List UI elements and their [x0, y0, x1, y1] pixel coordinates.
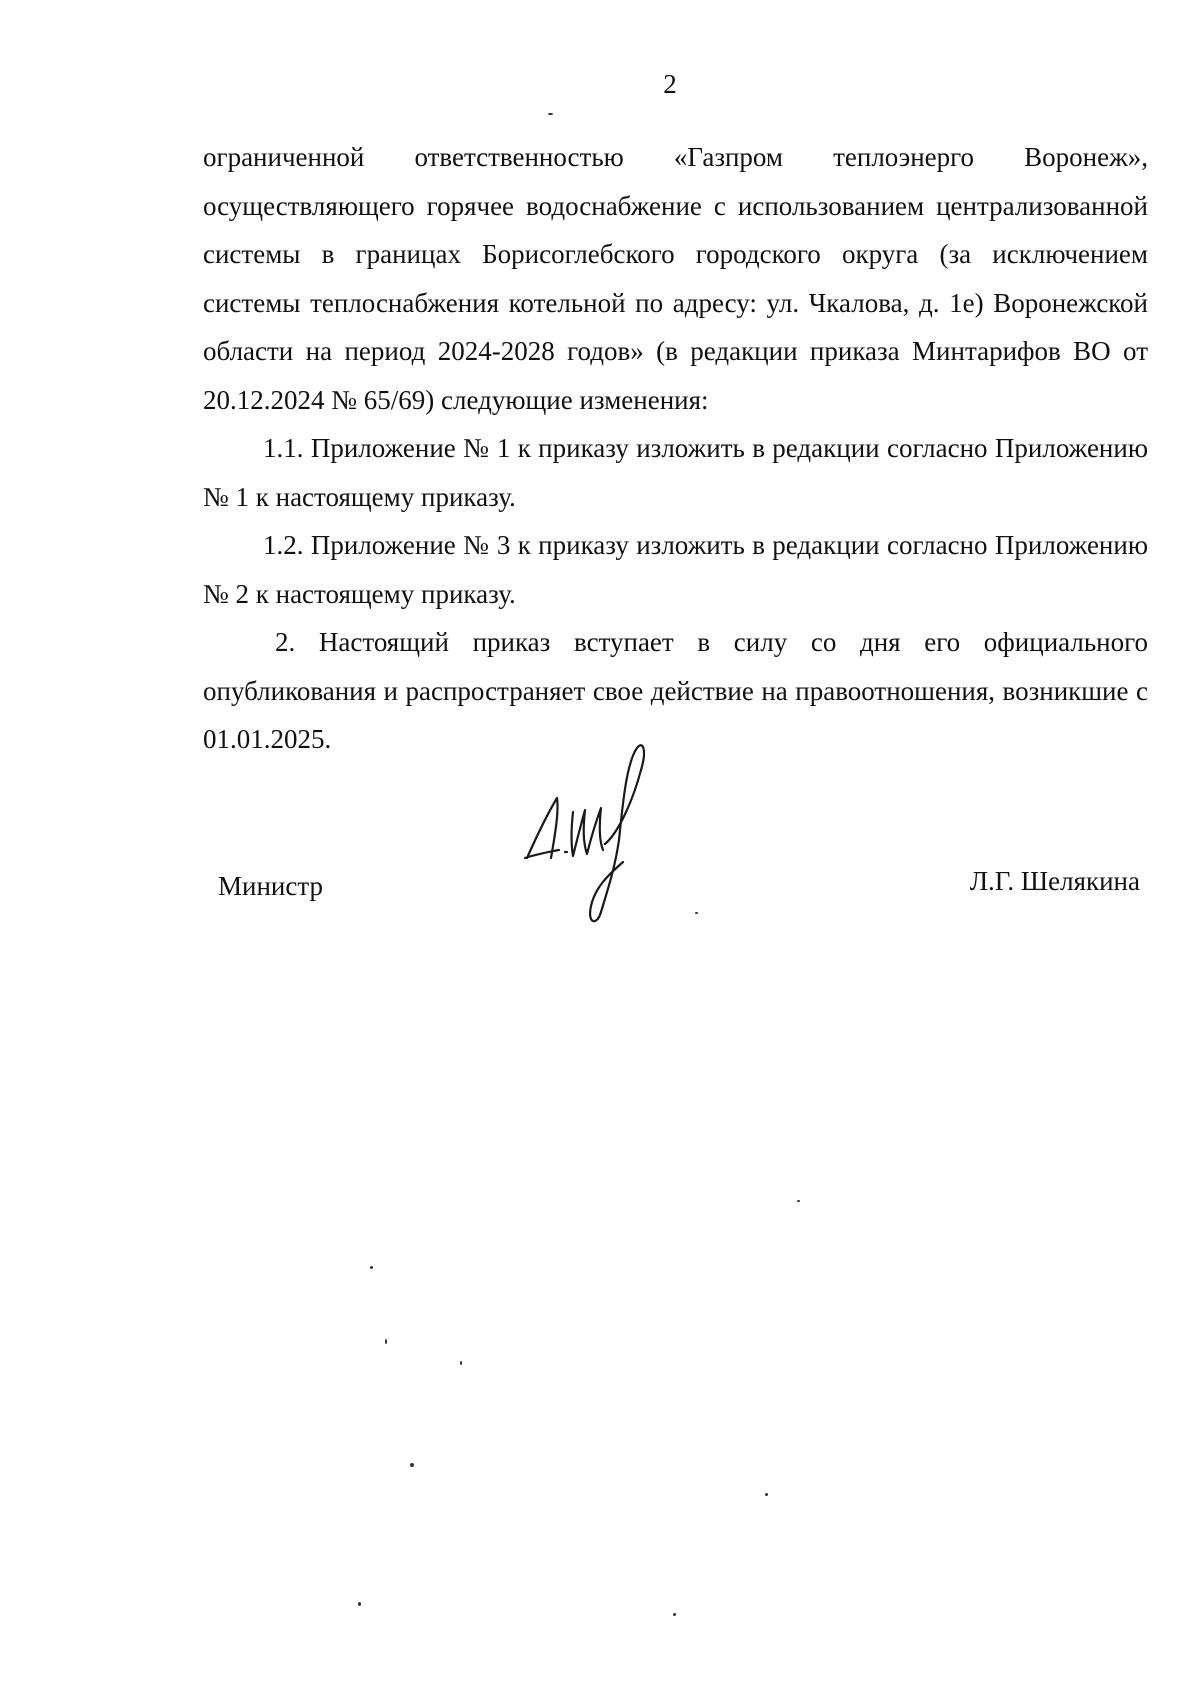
signatory-name: Л.Г. Шелякина — [969, 866, 1140, 896]
document-body — [203, 133, 1148, 764]
scan-speck — [460, 1361, 462, 1365]
scan-speck — [385, 1339, 387, 1344]
scan-speck — [548, 113, 553, 115]
handwritten-signature — [515, 740, 685, 930]
signatory-title: Министр — [218, 871, 323, 901]
scan-speck — [797, 1200, 800, 1202]
paragraph-amendment-intro: ограниченной ответственностью «Газпром теплоэнерго Воронеж», осуществляющего горячее водоснабжение с использованием централизованной системы в границах Борисоглебского городского округа (за исключением системы теплоснабжения котельной по адресу: ул. Чкалова, д. 1е) Воронежской области на период 2024-2028 годов» (в редакции приказа Минтарифов ВО от 20.12.2024 № 65/69) следующие изменения: — [203, 142, 1148, 415]
scan-speck — [358, 1602, 361, 1606]
scan-speck — [370, 1266, 373, 1269]
page-number: 2 — [663, 69, 677, 99]
signature-block — [0, 740, 1200, 940]
scan-speck — [673, 1613, 676, 1616]
scan-speck — [765, 1493, 768, 1496]
scan-speck — [410, 1463, 414, 1467]
paragraph-item-1-1: 1.1. Приложение № 1 к приказу изложить в редакции согласно Приложению № 1 к настоящему приказу. — [203, 433, 1148, 512]
scan-speck — [695, 912, 698, 914]
paragraph-item-2: 2. Настоящий приказ вступает в силу со дня его официального опубликования и распространяет свое действие на правоотношения, возникшие с 01.01.2025. — [203, 627, 1148, 754]
paragraph-item-1-2: 1.2. Приложение № 3 к приказу изложить в редакции согласно Приложению № 2 к настоящему приказу. — [203, 530, 1148, 609]
